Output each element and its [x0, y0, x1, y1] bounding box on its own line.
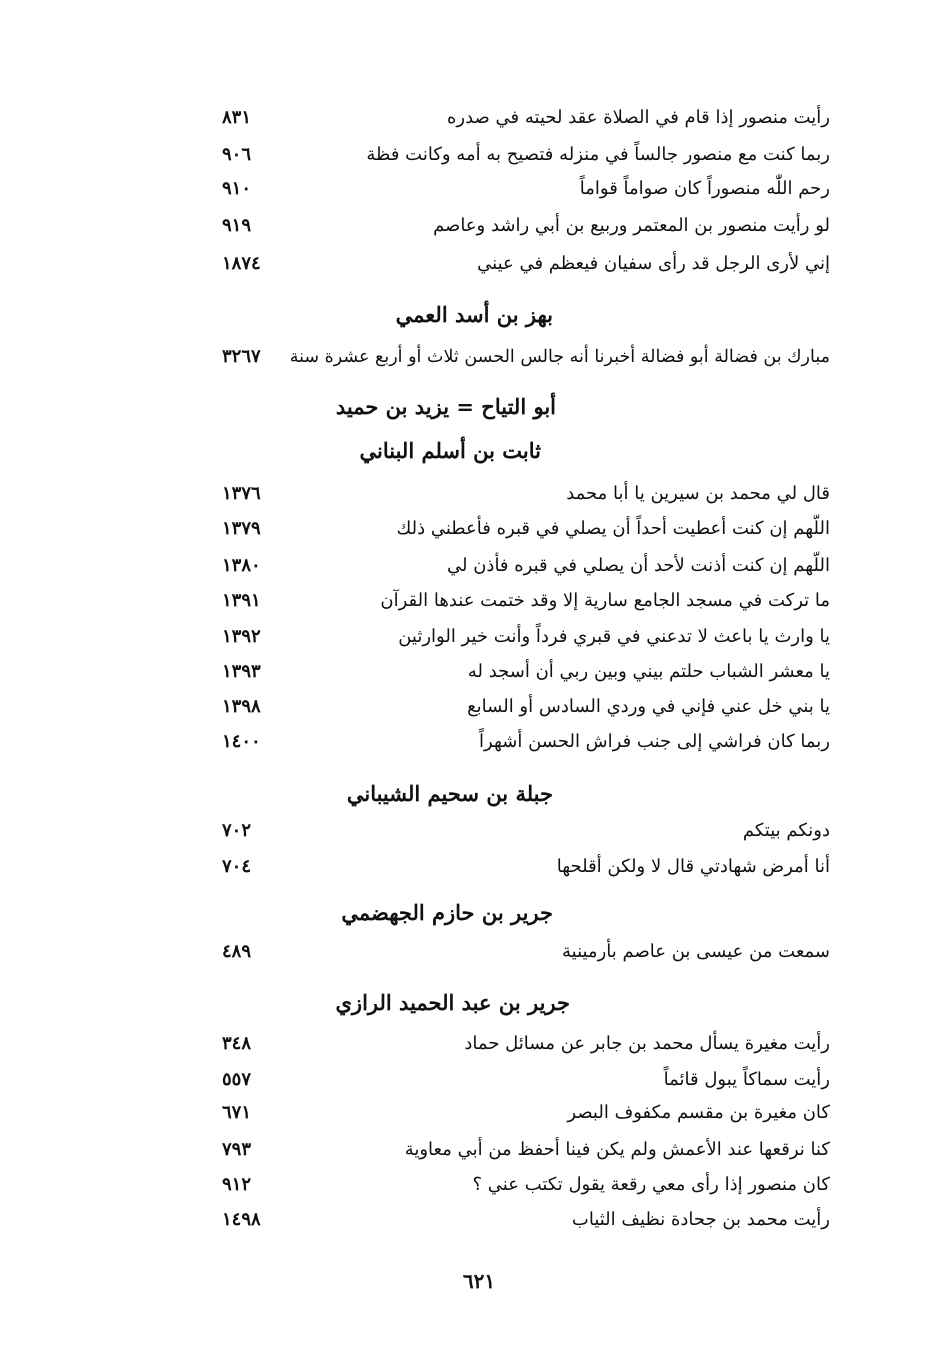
index-entry — [0, 935, 938, 969]
entry-text: اللّهم إن كنت أعطيت أحداً أن يصلي في قبره فأعطني ذلك — [396, 518, 830, 539]
entry-reference-number: ١٣٩١ — [222, 590, 261, 611]
section-heading: جرير بن حازم الجهضمي — [341, 900, 553, 925]
entry-reference-number: ٨٣١ — [222, 107, 252, 128]
entry-reference-number: ١٣٧٦ — [222, 483, 261, 504]
index-entry — [0, 138, 938, 172]
index-entry — [0, 209, 938, 243]
index-entry — [0, 512, 938, 546]
page-number: ٦٢١ — [462, 1269, 496, 1293]
index-entry — [0, 340, 938, 374]
index-entry — [0, 1096, 938, 1130]
entry-reference-number: ١٣٩٣ — [222, 661, 261, 682]
entry-text: رأيت مغيرة يسأل محمد بن جابر عن مسائل حماد — [464, 1033, 830, 1054]
index-entry — [0, 690, 938, 724]
index-entry — [0, 1063, 938, 1097]
section-heading: أبو التياح = يزيد بن حميد — [335, 394, 556, 419]
entry-reference-number: ٩١٠ — [222, 178, 252, 199]
entry-text: رأيت سماكاً يبول قائماً — [663, 1069, 830, 1090]
entry-reference-number: ١٣٩٢ — [222, 626, 261, 647]
entry-reference-number: ٣٤٨ — [222, 1033, 252, 1054]
entry-text: اللّهم إن كنت أذنت لأحد أن يصلي في قبره فأذن لي — [447, 555, 830, 576]
entry-text: إني لأرى الرجل قد رأى سفيان فيعظم في عيني — [477, 253, 830, 274]
entry-text: سمعت من عيسى بن عاصم بأرمينية — [561, 941, 830, 962]
index-entry — [0, 584, 938, 618]
index-entry — [0, 172, 938, 206]
entry-text: يا معشر الشباب حلتم بيني وبين ربي أن أسجد له — [467, 661, 830, 682]
index-entry — [0, 814, 938, 848]
entry-reference-number: ٩٠٦ — [222, 144, 252, 165]
index-entry — [0, 247, 938, 281]
entry-reference-number: ٤٨٩ — [222, 941, 252, 962]
entry-reference-number: ٧٠٤ — [222, 856, 252, 877]
index-entry — [0, 1027, 938, 1061]
entry-text: دونكم بيتكم — [742, 820, 830, 841]
section-heading: بهز بن أسد العمي — [395, 302, 553, 327]
entry-text: كان مغيرة بن مقسم مكفوف البصر — [567, 1102, 830, 1123]
entry-text: قال لي محمد بن سيرين يا أبا محمد — [566, 483, 830, 504]
index-entry — [0, 549, 938, 583]
entry-text: رأيت محمد بن جحادة نظيف الثياب — [571, 1209, 830, 1230]
index-entry — [0, 620, 938, 654]
entry-reference-number: ٩١٢ — [222, 1174, 252, 1195]
entry-text: لو رأيت منصور بن المعتمر وربيع بن أبي راشد وعاصم — [433, 215, 830, 236]
index-entry — [0, 1168, 938, 1202]
index-entry — [0, 101, 938, 135]
entry-reference-number: ١٣٨٠ — [222, 555, 261, 576]
entry-text: كنا نرقعها عند الأعمش ولم يكن فينا أحفظ من أبي معاوية — [404, 1139, 830, 1160]
entry-text: أنا أمرض شهادتي قال لا ولكن أقلحها — [556, 856, 830, 877]
index-entry — [0, 1133, 938, 1167]
index-entry — [0, 477, 938, 511]
entry-reference-number: ١٤٩٨ — [222, 1209, 261, 1230]
section-heading: جبلة بن سحيم الشيباني — [346, 781, 553, 806]
entry-reference-number: ٩١٩ — [222, 215, 252, 236]
entry-reference-number: ١٨٧٤ — [222, 253, 261, 274]
entry-reference-number: ١٤٠٠ — [222, 731, 261, 752]
index-entry — [0, 850, 938, 884]
entry-text: يا بني خل عني فإني في وردي السادس أو السابع — [467, 696, 830, 717]
entry-text: ما تركت في مسجد الجامع سارية إلا وقد ختمت عندها القرآن — [380, 590, 830, 611]
entry-text: كان منصور إذا رأى معي رقعة يقول تكتب عني ؟ — [472, 1174, 830, 1195]
entry-reference-number: ١٣٩٨ — [222, 696, 261, 717]
index-entry — [0, 725, 938, 759]
entry-text: ربما كنت مع منصور جالساً في منزله فتصيح به أمه وكانت فظة — [366, 144, 830, 165]
entry-text: ربما كان فراشي إلى جنب فراش الحسن أشهراً — [479, 731, 830, 752]
index-entry — [0, 1203, 938, 1237]
entry-reference-number: ١٣٧٩ — [222, 518, 261, 539]
index-entry — [0, 655, 938, 689]
entry-reference-number: ٧٩٣ — [222, 1139, 252, 1160]
entry-text: مبارك بن فضالة أبو فضالة أخبرنا أنه جالس الحسن ثلاث أو أربع عشرة سنة — [289, 347, 830, 367]
entry-reference-number: ٥٥٧ — [222, 1069, 252, 1090]
entry-text: يا وارث يا باعث لا تدعني في قبري فرداً وأنت خير الوارثين — [398, 626, 830, 647]
entry-reference-number: ٦٧١ — [222, 1102, 252, 1123]
entry-reference-number: ٣٢٦٧ — [222, 346, 261, 367]
entry-text: رحم اللّٰه منصوراً كان صواماً قواماً — [579, 178, 830, 199]
section-heading: ثابت بن أسلم البناني — [359, 438, 541, 463]
section-heading: جرير بن عبد الحميد الرازي — [335, 990, 570, 1015]
entry-reference-number: ٧٠٢ — [222, 820, 252, 841]
entry-text: رأيت منصور إذا قام في الصلاة عقد لحيته في صدره — [446, 107, 830, 128]
